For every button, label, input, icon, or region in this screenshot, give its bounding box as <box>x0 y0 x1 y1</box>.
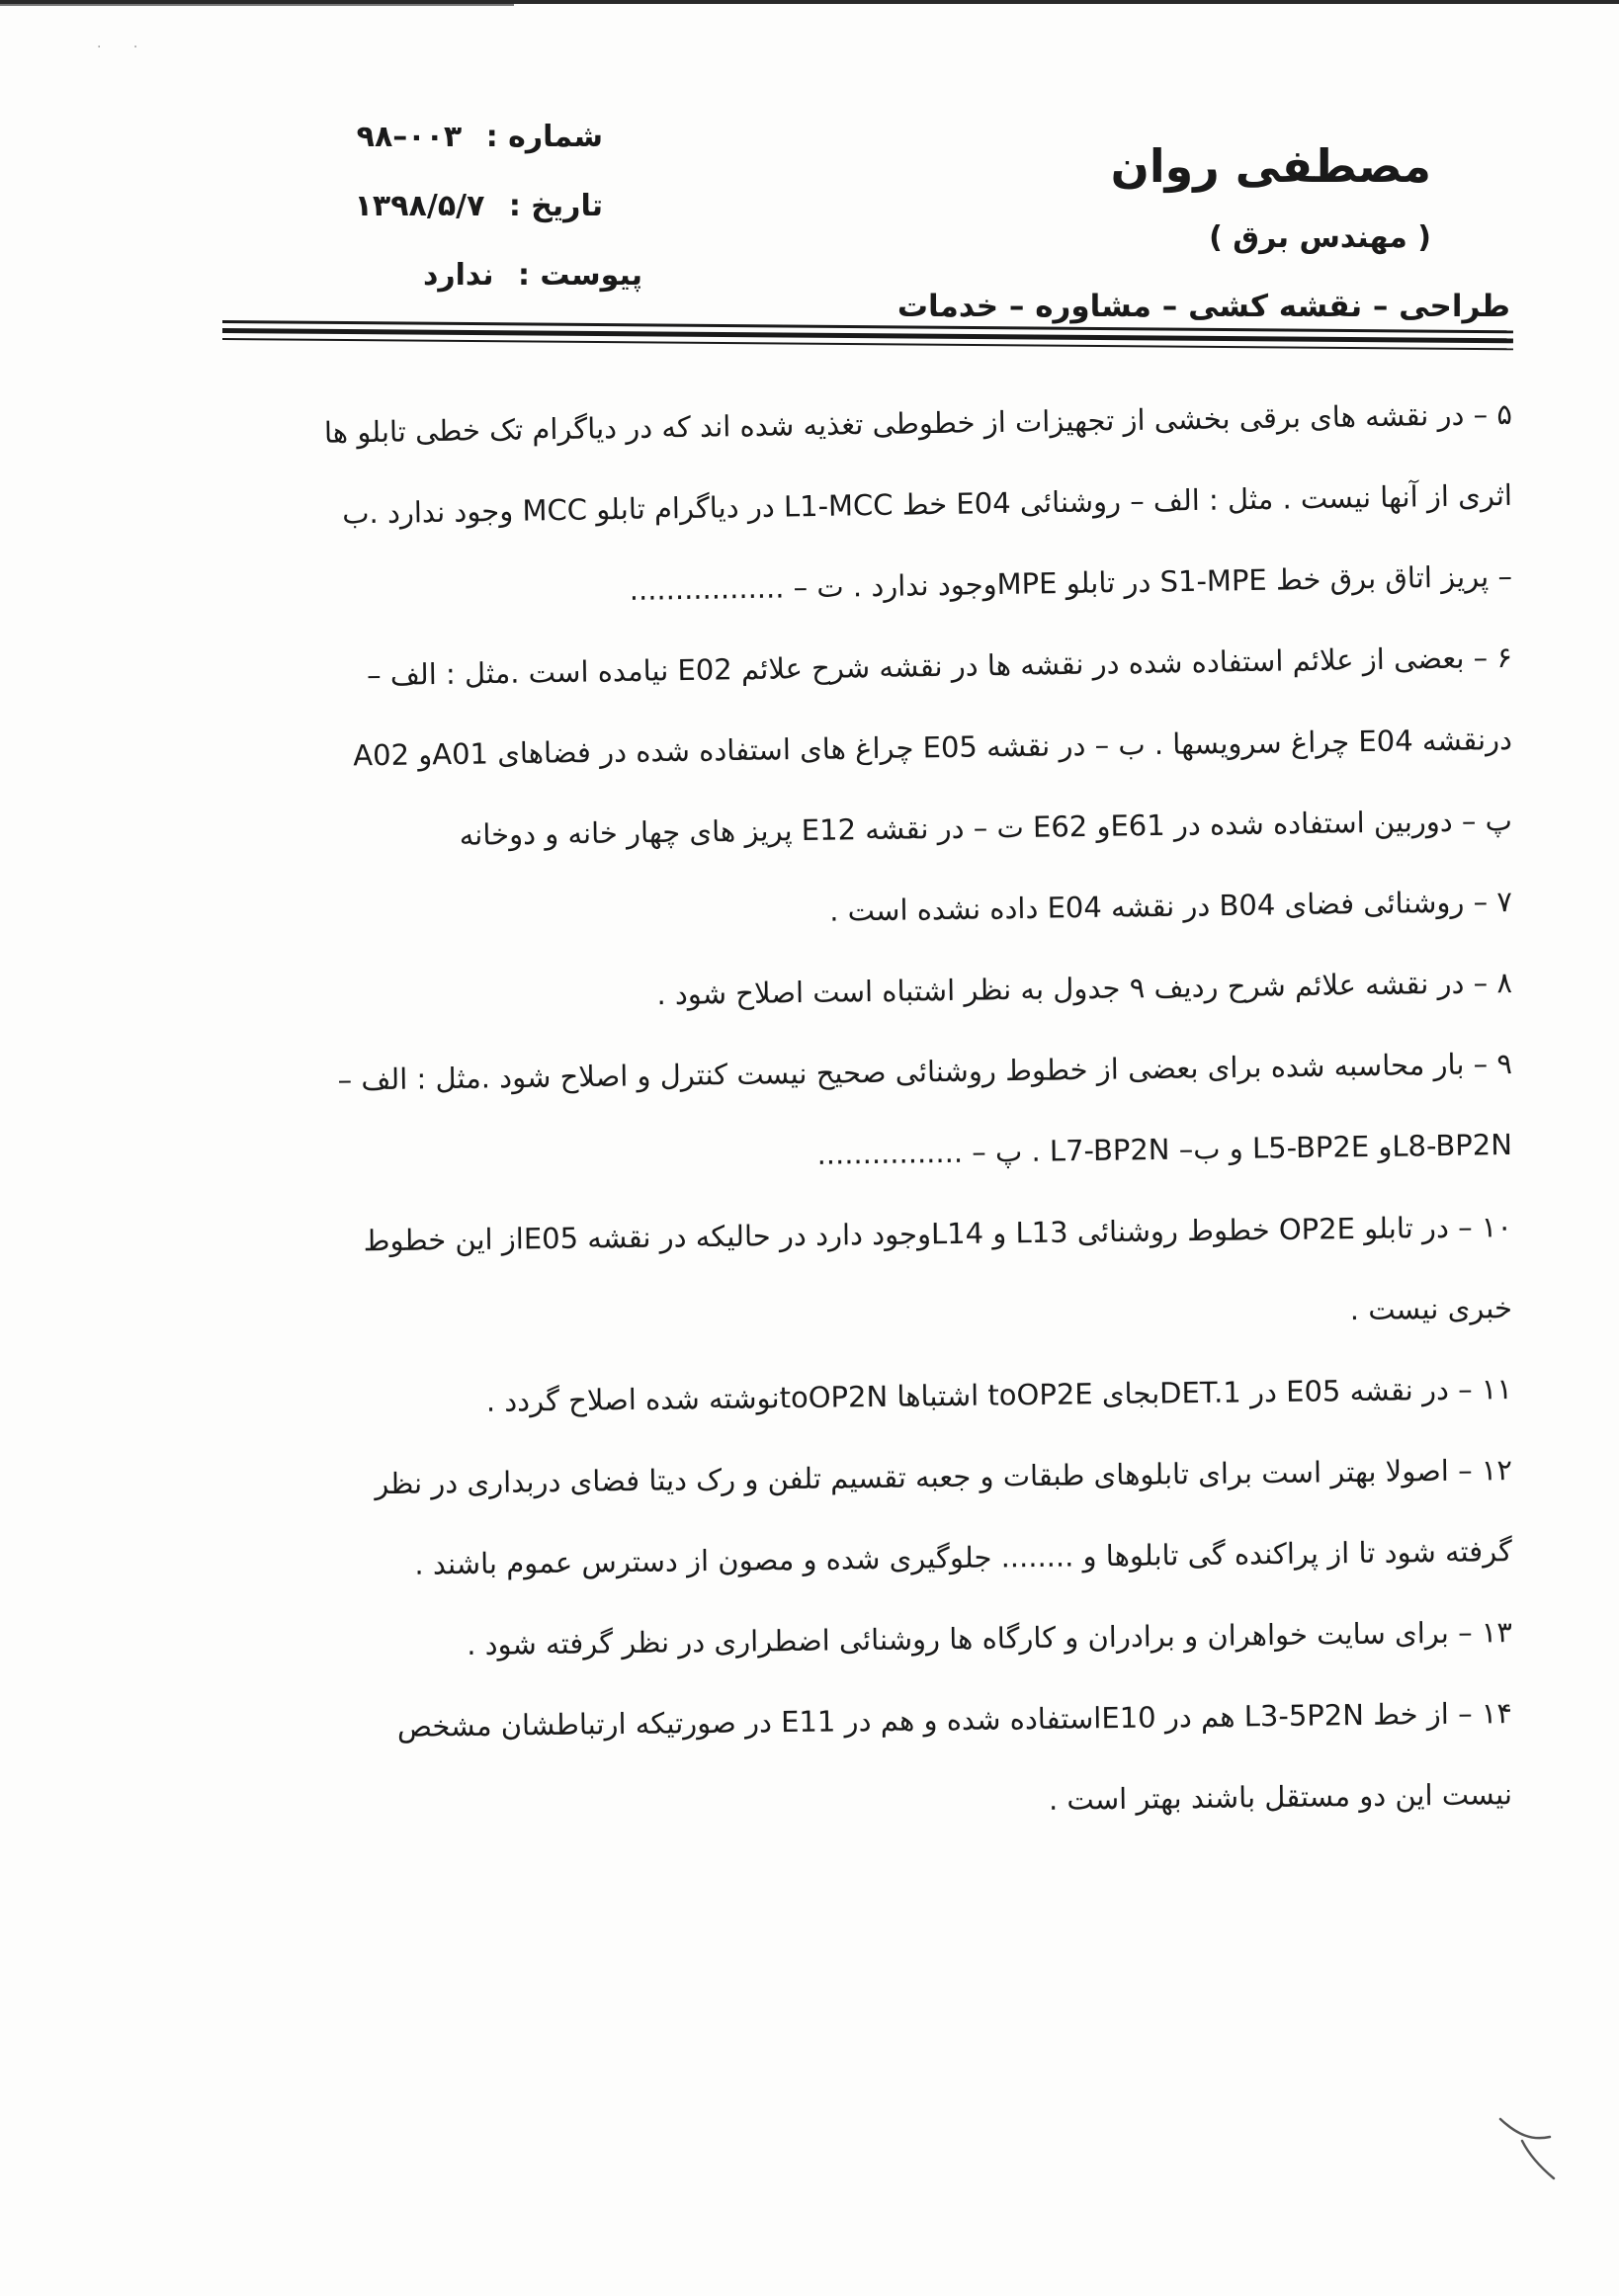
body-line: پ – دوربین استفاده شده در E61و E62 ت – در نقشه E12 پریز های چهار خانه و دوخانه <box>459 803 1513 852</box>
body-line: ۹ – بار محاسبه شده برای بعضی از خطوط روشنائی صحیح نیست کنترل و اصلاح شود .مثل : الف – <box>337 1046 1513 1097</box>
letter-meta <box>267 111 642 318</box>
letter-body <box>237 383 1512 1842</box>
body-line: ۱۴ – از خط L3-5P2N هم در E10استفاده شده و هم در E11 در صورتیکه ارتباطشان مشخص <box>396 1696 1513 1743</box>
body-line: نیست این دو مستقل باشند بهتر است . <box>1048 1777 1513 1817</box>
number-row <box>267 111 603 164</box>
number-value: ۰۰۳–۹۸ <box>356 120 463 154</box>
number-label: شماره : <box>485 120 603 154</box>
body-line: درنقشه E04 چراغ سرویسها . ب – در نقشه E05 چراغ های استفاده شده در فضاهای A01و A02 <box>353 722 1513 773</box>
handwritten-mark <box>1492 2107 1562 2186</box>
engineer-title: ( مهندس برق ) <box>1209 220 1431 255</box>
body-line: ۱۲ – اصولا بهتر است برای تابلوهای طبقات و جعبه تقسیم تلفن و رک دیتا فضای دربداری در نظر <box>375 1453 1513 1501</box>
body-line: ۱۳ – برای سایت خواهران و برادران و کارگاه ها روشنائی اضطراری در نظر گرفته شود . <box>466 1615 1513 1662</box>
body-line: گرفته شود تا از پراکنده گی تابلوها و ........ جلوگیری شده و مصون از دسترس عموم باشند . <box>414 1534 1513 1581</box>
letterhead <box>878 127 1510 334</box>
date-value: ۱۳۹۸/۵/۷ <box>354 189 485 223</box>
engineer-name: مصطفی روان <box>1110 139 1431 193</box>
body-line: ۸ – در نقشه علائم شرح ردیف ۹ جدول به نظر اشتباه است اصلاح شود . <box>656 965 1513 1012</box>
scan-specks: · · <box>97 40 152 55</box>
date-label: تاریخ : <box>508 189 603 223</box>
body-line: خبری نیست . <box>1349 1291 1513 1327</box>
body-line: ۱۰ – در تابلو OP2E خطوط روشنائی L13 و L14وجود دارد در حالیکه در نقشه E05از این خطوط <box>363 1210 1513 1258</box>
body-line: L8-BP2Nو L5-BP2E و ب– L7-BP2N . پ – ................ <box>816 1127 1513 1171</box>
body-line: ۱۱ – در نقشه E05 در DET.1بجای toOP2E اشتباها toOP2Nنوشته شده اصلاح گردد . <box>485 1372 1513 1418</box>
attachment-label: پیوست : <box>517 258 642 293</box>
body-line: ۶ – بعضی از علائم استفاده شده در نقشه ها در نقشه شرح علائم E02 نیامده است .مثل : الف – <box>366 639 1513 693</box>
body-line: – پریز اتاق برق خط S1-MPE در تابلو MPEوجود ندارد . ت – ................. <box>629 558 1513 607</box>
attachment-value: ندارد <box>422 258 494 293</box>
services-line: طراحی – نقشه کشی – مشاوره – خدمات <box>896 289 1510 324</box>
attachment-row <box>267 249 642 302</box>
date-row <box>267 180 603 233</box>
body-line: ۷ – روشنائی فضای B04 در نقشه E04 داده نشده است . <box>828 884 1513 928</box>
body-line: اثری از آنها نیست . مثل : الف – روشنائی E04 خط L1-MCC در دیاگرام تابلو MCC وجود ندارد .ب <box>341 477 1513 531</box>
scan-edge-shadow-thin <box>0 4 514 6</box>
body-line: ۵ – در نقشه های برقی بخشی از تجهیزات از خطوطی تغذیه شده اند که در دیاگرام تک خطی تابلو ها <box>323 396 1513 450</box>
